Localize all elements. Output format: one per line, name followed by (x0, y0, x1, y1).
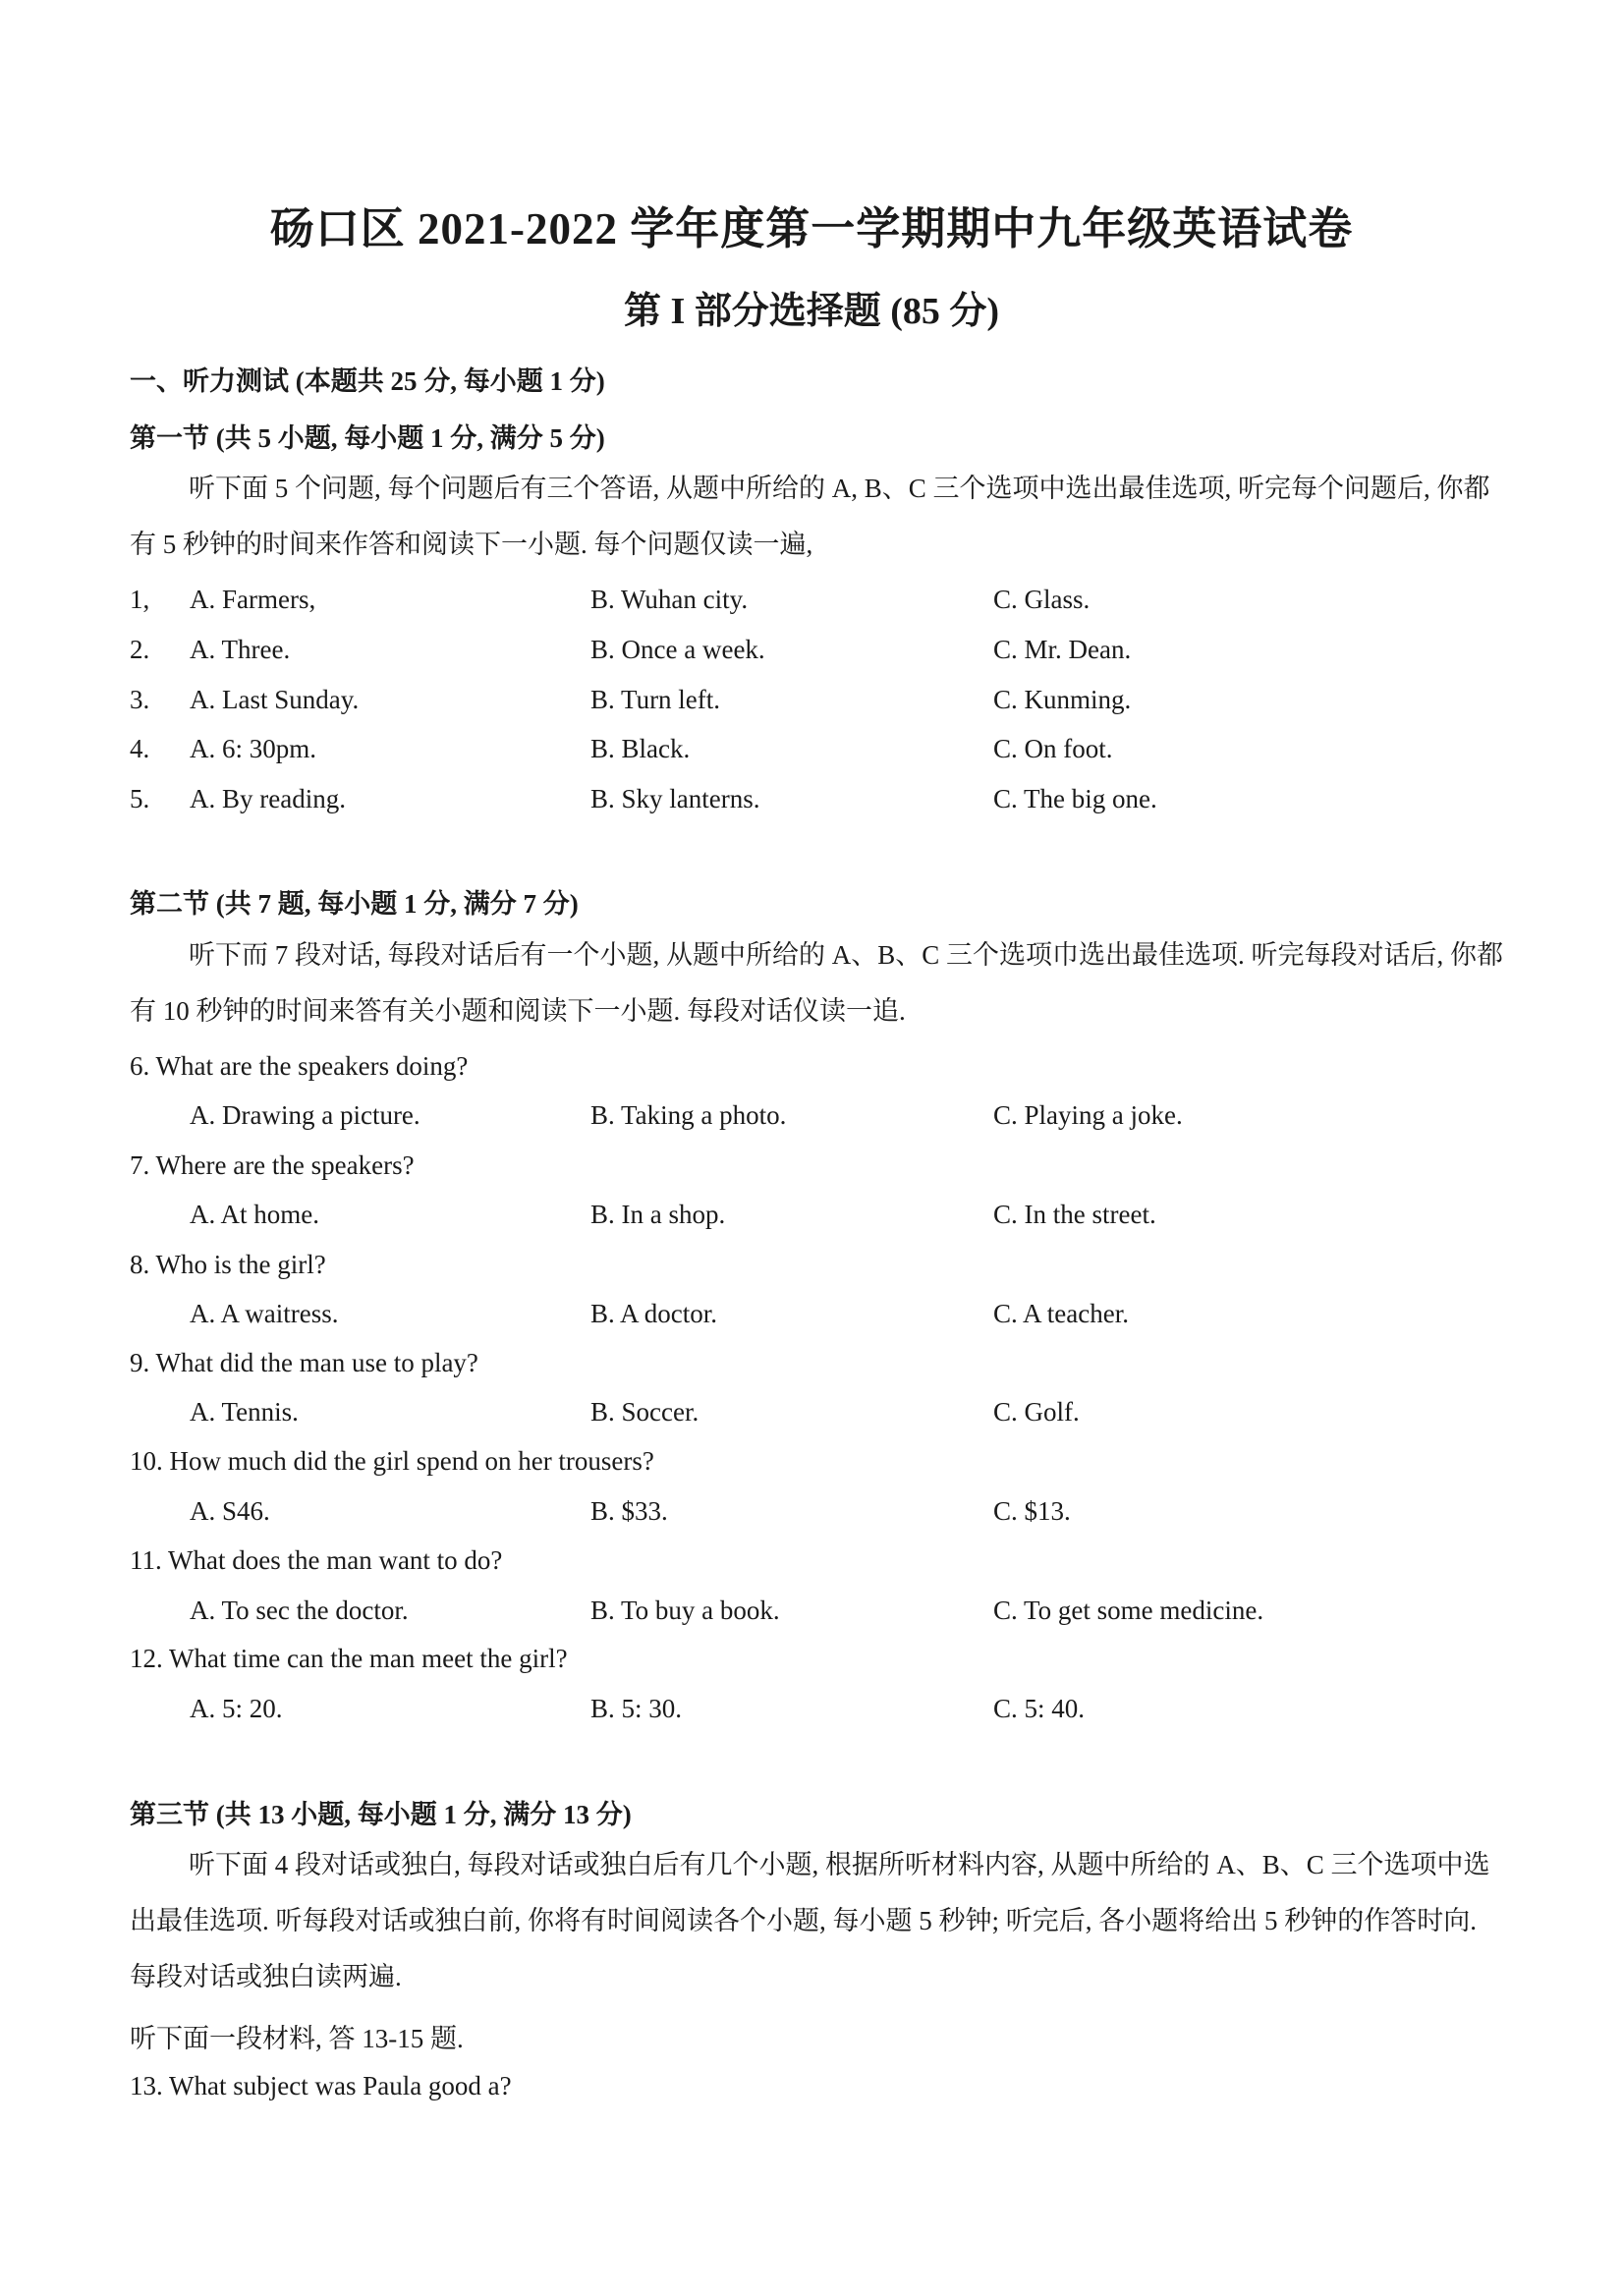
section1-instructions: 听下面 5 个问题, 每个问题后有三个答语, 从题中所给的 A, B、C 三个选项中选出最佳选项, 听完每个问题后, 你都有 5 秒钟的时间来作答和阅读下一小题. 每个问题仅读一遍, (130, 474, 1490, 559)
option-a: A. Three. (190, 635, 291, 664)
option-c: C. Mr. Dean. (993, 635, 1132, 664)
option-c: C. Playing a joke. (993, 1100, 1183, 1130)
option-b: B. Wuhan city. (590, 585, 749, 614)
option-b: B. Soccer. (590, 1397, 700, 1427)
section1-heading: 第一节 (共 5 小题, 每小题 1 分, 满分 5 分) (130, 423, 605, 453)
option-b: B. $33. (590, 1496, 668, 1526)
option-a: A. Farmers, (190, 585, 316, 614)
question-text: 6. What are the speakers doing? (130, 1051, 469, 1081)
option-a: A. 6: 30pm. (190, 734, 317, 763)
option-c: C. A teacher. (993, 1299, 1129, 1328)
option-b: B. Taking a photo. (590, 1100, 787, 1130)
question-text: 13. What subject was Paula good a? (130, 2071, 512, 2100)
option-b: B. Turn left. (590, 685, 721, 714)
section3-instructions: 听下面 4 段对话或独白, 每段对话或独白后有几个小题, 根据所听材料内容, 从题中所给的 A、B、C 三个选项中选出最佳选项. 听每段对话或独白前, 你将有时间阅读各个小题, 每小题 5 秒钟; 听完后, 各小题将给出 5 秒钟的作答时向. 每段对话或独白读两遍. (130, 1850, 1490, 1991)
part1-heading: 一、听力测试 (本题共 25 分, 每小题 1 分) (130, 366, 605, 396)
option-a: A. At home. (190, 1200, 319, 1229)
option-a: A. S46. (190, 1496, 270, 1526)
option-b: B. To buy a book. (590, 1596, 780, 1625)
option-c: C. Golf. (993, 1397, 1080, 1427)
option-b: B. 5: 30. (590, 1694, 683, 1723)
question-text: 10. How much did the girl spend on her trousers? (130, 1446, 654, 1476)
option-c: C. To get some medicine. (993, 1596, 1264, 1625)
option-a: A. By reading. (190, 784, 346, 813)
question-number: 3. (130, 685, 150, 714)
option-a: A. Last Sunday. (190, 685, 360, 714)
section2-instructions: 听下而 7 段对话, 每段对话后有一个小题, 从题中所给的 A、B、C 三个选项巾选出最佳选项. 听完每段对话后, 你都有 10 秒钟的时间来答有关小题和阅读下一小题. 每段对话仪读一追. (130, 940, 1504, 1026)
question-text: 11. What does the man want to do? (130, 1545, 503, 1575)
option-c: C. 5: 40. (993, 1694, 1086, 1723)
option-c: C. The big one. (993, 784, 1157, 813)
option-b: B. In a shop. (590, 1200, 726, 1229)
option-b: B. A doctor. (590, 1299, 718, 1328)
question-number: 4. (130, 734, 150, 763)
option-a: A. Tennis. (190, 1397, 299, 1427)
option-c: C. Kunming. (993, 685, 1132, 714)
option-b: B. Black. (590, 734, 691, 763)
option-c: C. In the street. (993, 1200, 1156, 1229)
question-text: 8. Who is the girl? (130, 1250, 326, 1279)
section2-heading: 第二节 (共 7 题, 每小题 1 分, 满分 7 分) (130, 889, 579, 919)
question-number: 5. (130, 784, 150, 813)
option-c: C. $13. (993, 1496, 1071, 1526)
part-title: 第 I 部分选择题 (85 分) (623, 291, 1000, 332)
option-a: A. To sec the doctor. (190, 1596, 409, 1625)
option-c: C. Glass. (993, 585, 1091, 614)
option-c: C. On foot. (993, 734, 1113, 763)
question-text: 7. Where are the speakers? (130, 1150, 415, 1180)
question-text: 12. What time can the man meet the girl? (130, 1644, 568, 1673)
option-a: A. Drawing a picture. (190, 1100, 420, 1130)
option-a: A. A waitress. (190, 1299, 339, 1328)
option-b: B. Once a week. (590, 635, 765, 664)
section3-heading: 第三节 (共 13 小题, 每小题 1 分, 满分 13 分) (130, 1800, 632, 1829)
question-number: 2. (130, 635, 150, 664)
question-text: 9. What did the man use to play? (130, 1348, 478, 1377)
listening-intro: 听下面一段材料, 答 13-15 题. (130, 2024, 464, 2053)
option-b: B. Sky lanterns. (590, 784, 760, 813)
option-a: A. 5: 20. (190, 1694, 283, 1723)
exam-title: 砀口区 2021-2022 学年度第一学期期中九年级英语试卷 (269, 204, 1354, 253)
question-number: 1, (130, 585, 150, 614)
